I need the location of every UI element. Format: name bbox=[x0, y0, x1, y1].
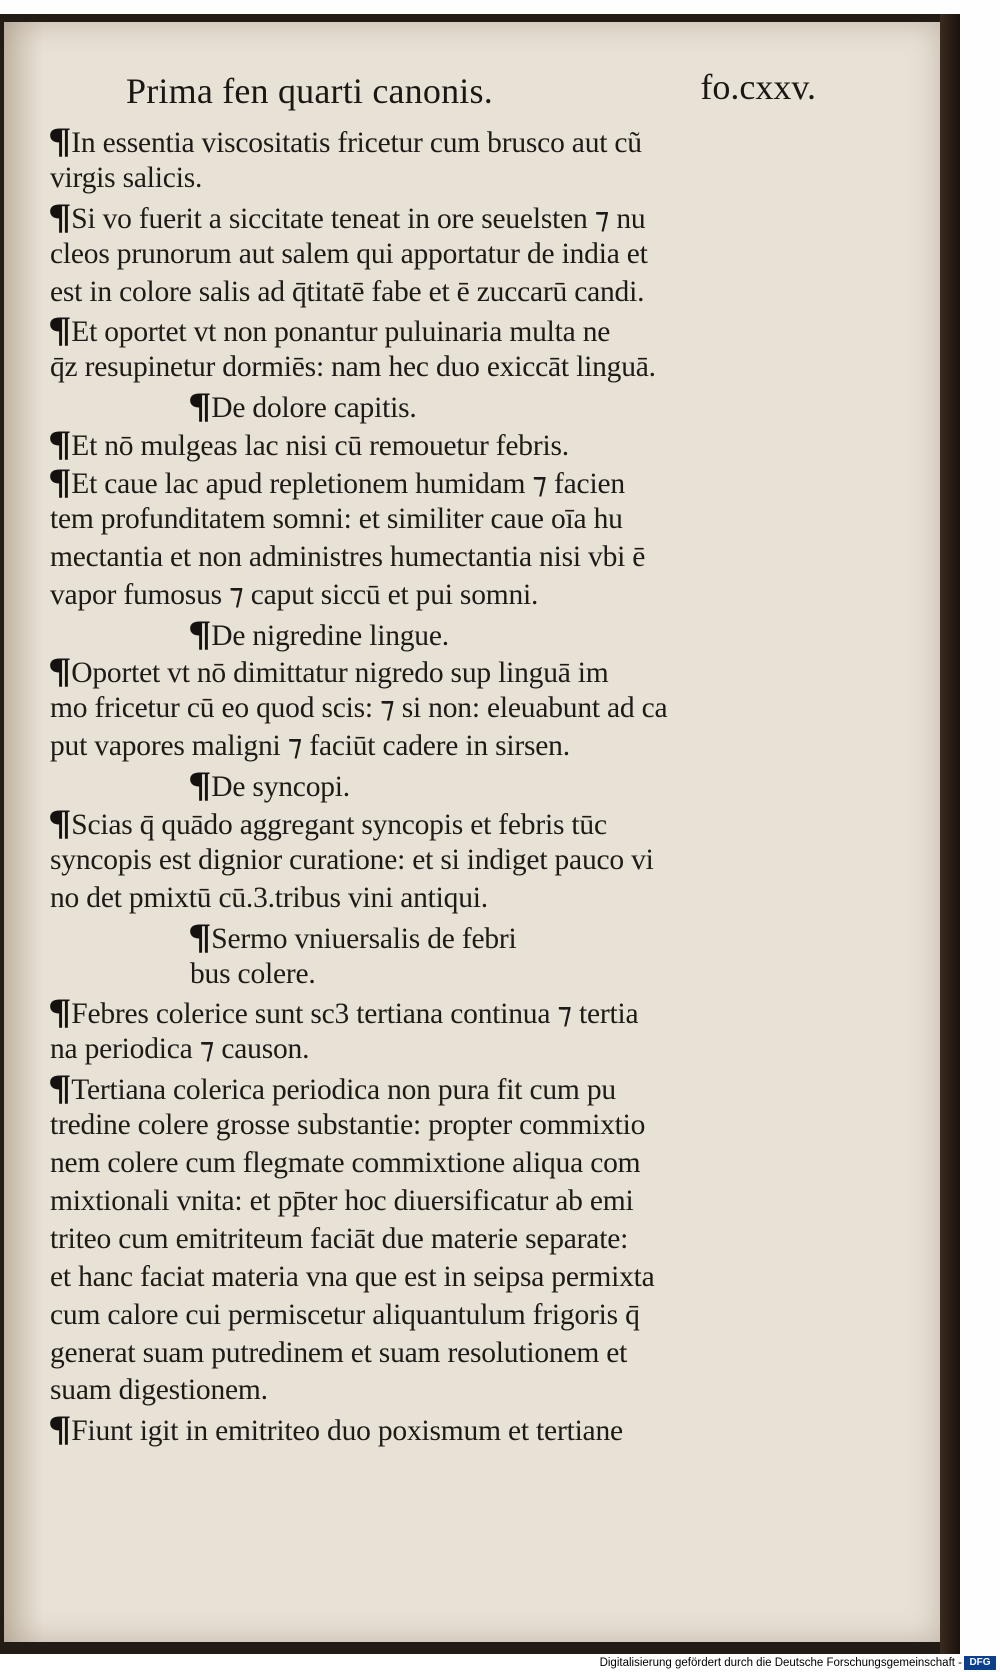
text-line bbox=[50, 349, 850, 387]
page-header bbox=[126, 62, 816, 122]
line-text: Et nō mulgeas lac nisi cū remouetur febris. bbox=[71, 430, 569, 463]
text-line bbox=[50, 577, 850, 615]
text-line bbox=[50, 539, 850, 577]
paragraph-mark-icon: ¶ bbox=[48, 461, 72, 502]
line-text: mectantia et non administres humectantia nisi vbi ē bbox=[50, 540, 646, 573]
text-line bbox=[50, 1069, 850, 1107]
text-line bbox=[50, 880, 850, 918]
paragraph-mark-icon: ¶ bbox=[188, 915, 212, 956]
text-line bbox=[50, 274, 850, 312]
paragraph-mark-icon: ¶ bbox=[48, 802, 72, 843]
line-text: na periodica ⁊ causon. bbox=[50, 1033, 310, 1066]
line-text: Fiunt igit in emitriteo duo poxismum et tertiane bbox=[71, 1415, 623, 1448]
line-text: no det pmixtū cū.3.tribus vini antiqui. bbox=[50, 881, 488, 914]
text-line bbox=[50, 652, 850, 690]
paragraph-mark-icon: ¶ bbox=[188, 764, 212, 805]
text-line bbox=[50, 311, 850, 349]
text-line bbox=[50, 236, 850, 274]
line-text: tem profunditatem somni: et similiter caue oīa hu bbox=[50, 502, 623, 535]
paragraph-mark-icon: ¶ bbox=[188, 612, 212, 653]
paragraph-mark-icon: ¶ bbox=[48, 120, 72, 160]
line-text: Si vo fuerit a siccitate teneat in ore seuelsten ⁊ nu bbox=[71, 202, 646, 235]
line-text: De syncopi. bbox=[211, 771, 350, 804]
line-text: nem colere cum flegmate commixtione aliqua com bbox=[50, 1147, 641, 1180]
line-text: cum calore cui permiscetur aliquantulum frigoris q̄ bbox=[50, 1298, 640, 1331]
text-line bbox=[50, 766, 850, 804]
line-text: Tertiana colerica periodica non pura fit cum pu bbox=[71, 1074, 616, 1107]
footer-credit: Digitalisierung gefördert durch die Deutsche Forschungsgemeinschaft - bbox=[599, 1657, 962, 1669]
text-line bbox=[50, 915, 850, 956]
text-line bbox=[50, 463, 850, 501]
paragraph-mark-icon: ¶ bbox=[48, 650, 72, 691]
line-text: tredine colere grosse substantie: propter commixtio bbox=[50, 1109, 646, 1142]
text-line bbox=[50, 804, 850, 842]
line-text: Febres colerice sunt sc3 tertiana continua ⁊ tertia bbox=[71, 998, 639, 1031]
text-line bbox=[50, 1145, 850, 1183]
line-text: generat suam putredinem et suam resolutionem et bbox=[50, 1336, 628, 1369]
text-line bbox=[50, 1410, 850, 1448]
paragraph-mark-icon: ¶ bbox=[48, 309, 72, 350]
text-line bbox=[50, 1372, 850, 1410]
text-line bbox=[50, 122, 850, 160]
line-text: triteo cum emitriteum faciāt due materie separate: bbox=[50, 1222, 629, 1255]
text-line bbox=[48, 195, 850, 236]
line-text: mo fricetur cū eo quod scis: ⁊ si non: eleuabunt ad ca bbox=[50, 692, 668, 725]
text-line bbox=[50, 1297, 850, 1335]
line-text: mixtionali vnita: et pp̄ter hoc diuersificatur ab emi bbox=[50, 1184, 634, 1217]
paragraph-mark-icon: ¶ bbox=[48, 423, 72, 464]
text-line bbox=[50, 1183, 850, 1221]
running-title: Prima fen quarti canonis. bbox=[126, 71, 493, 111]
line-text: De nigredine lingue. bbox=[211, 619, 449, 652]
text-line bbox=[50, 425, 850, 463]
paragraph-mark-icon: ¶ bbox=[48, 1408, 72, 1449]
text-line bbox=[50, 1259, 850, 1297]
line-text: suam digestionem. bbox=[50, 1374, 268, 1407]
paragraph-mark-icon: ¶ bbox=[48, 991, 72, 1032]
page-gutter-shade bbox=[4, 22, 44, 1642]
text-column bbox=[50, 122, 850, 1448]
line-text: est in colore salis ad q̄titatē fabe et ē zuccarū candi. bbox=[50, 275, 645, 308]
text-line bbox=[50, 956, 850, 994]
line-text: syncopis est dignior curatione: et si indiget pauco vi bbox=[50, 843, 654, 876]
line-text: Et caue lac apud repletionem humidam ⁊ facien bbox=[71, 468, 625, 501]
line-text: q̄z resupinetur dormiēs: nam hec duo exiccāt linguā. bbox=[50, 351, 656, 384]
text-line bbox=[50, 160, 850, 198]
text-line bbox=[50, 387, 850, 425]
text-line bbox=[50, 1221, 850, 1259]
text-line bbox=[50, 1107, 850, 1145]
dfg-logo: DFG bbox=[964, 1656, 996, 1670]
book-cover-edge bbox=[940, 14, 960, 1654]
line-text: Oportet vt nō dimittatur nigredo sup linguā im bbox=[71, 657, 609, 690]
paragraph-mark-icon: ¶ bbox=[48, 195, 72, 236]
text-line bbox=[50, 690, 850, 728]
text-line bbox=[50, 842, 850, 880]
paragraph-mark-icon: ¶ bbox=[48, 1067, 72, 1108]
line-text: vapor fumosus ⁊ caput siccū et pui somni. bbox=[50, 578, 539, 611]
line-text: Scias q̄ quādo aggregant syncopis et febris tūc bbox=[71, 809, 607, 842]
text-line bbox=[50, 1031, 850, 1069]
line-text: put vapores maligni ⁊ faciūt cadere in sirsen. bbox=[50, 730, 570, 763]
line-text: Et oportet vt non ponantur puluinaria multa ne bbox=[71, 316, 611, 349]
line-text: bus colere. bbox=[190, 957, 316, 990]
line-text: cleos prunorum aut salem qui apportatur de india et bbox=[50, 237, 648, 270]
text-line bbox=[50, 728, 850, 766]
text-line bbox=[50, 1335, 850, 1373]
line-text: virgis salicis. bbox=[50, 161, 203, 194]
text-line bbox=[50, 501, 850, 539]
line-text: De dolore capitis. bbox=[211, 392, 417, 425]
line-text: et hanc faciat materia vna que est in seipsa permixta bbox=[50, 1260, 655, 1293]
line-text: Sermo vniuersalis de febri bbox=[211, 922, 517, 955]
folio-number: fo.cxxv. bbox=[700, 67, 816, 107]
text-line bbox=[50, 612, 850, 653]
line-text: In essentia viscositatis fricetur cum brusco aut cũ bbox=[71, 127, 642, 159]
paragraph-mark-icon: ¶ bbox=[188, 385, 212, 426]
text-line bbox=[50, 993, 850, 1031]
